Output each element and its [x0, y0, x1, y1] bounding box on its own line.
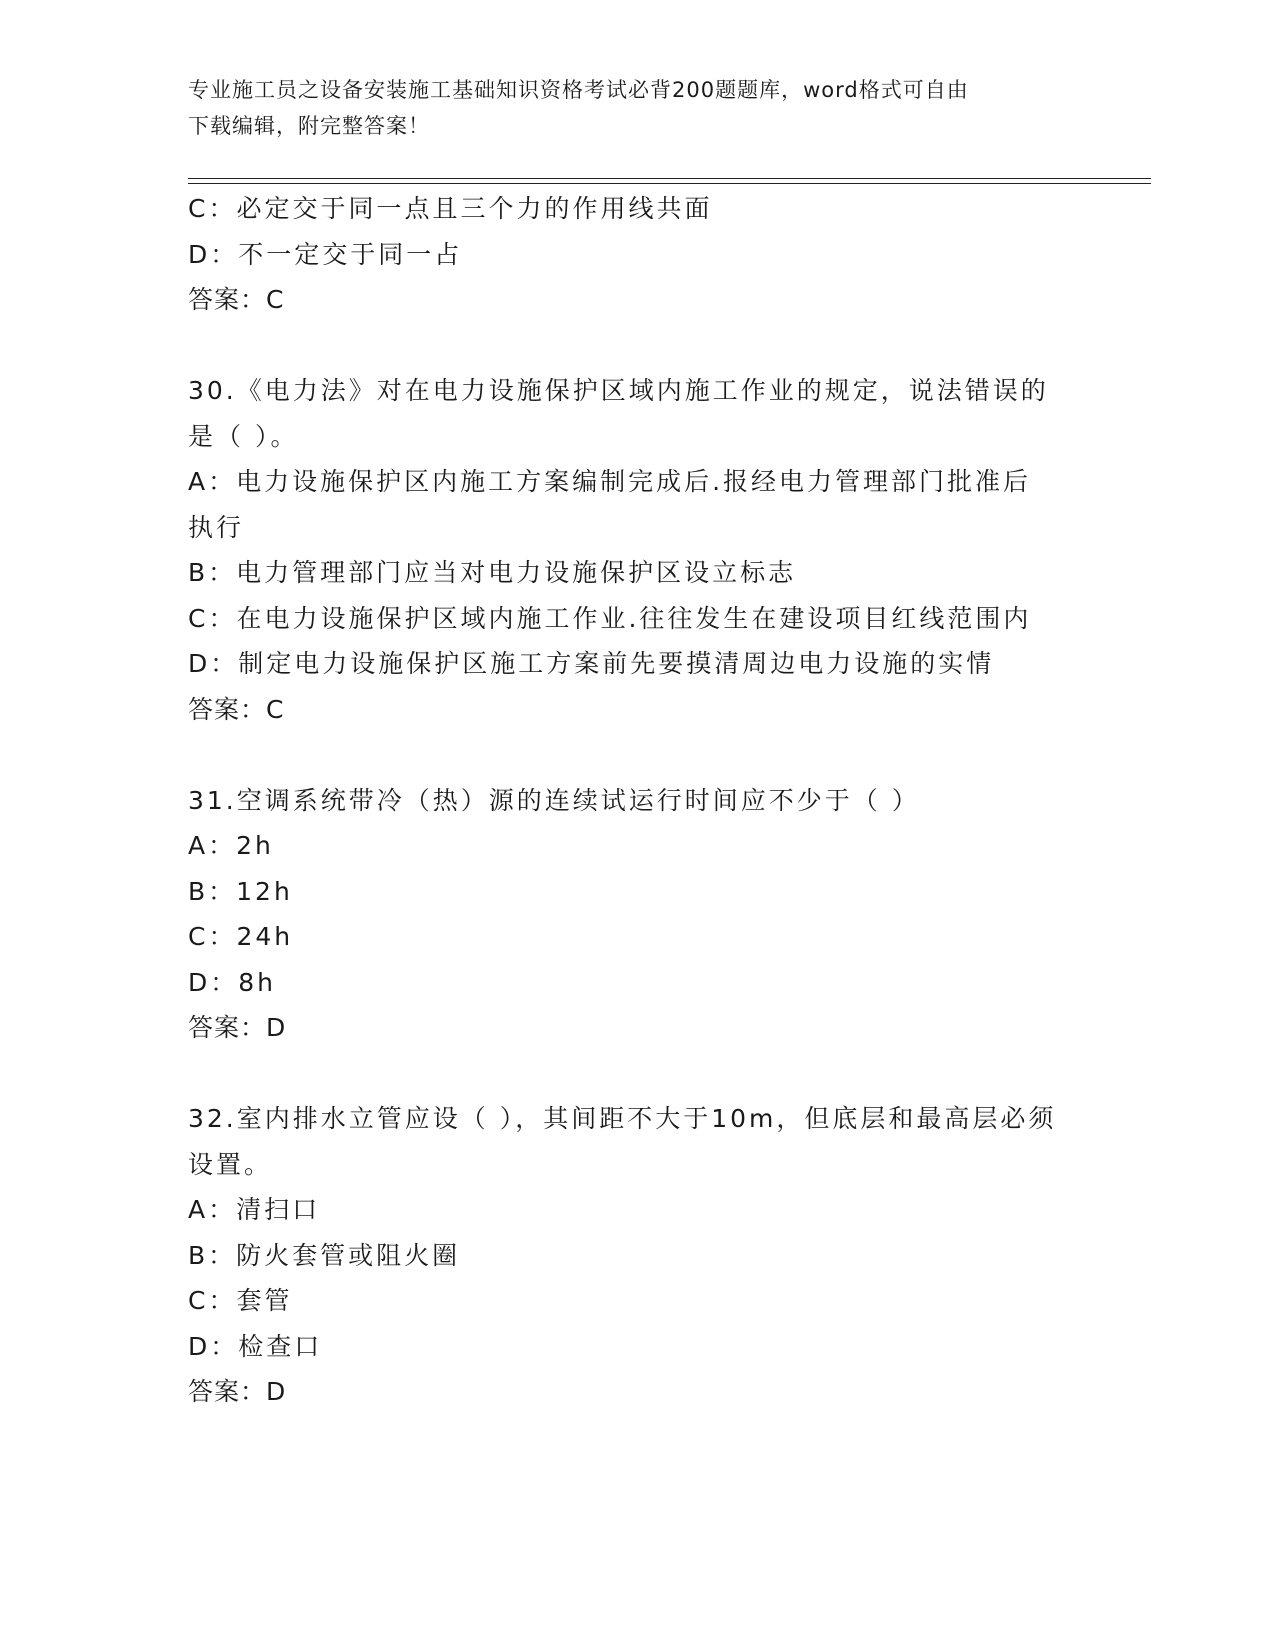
- header-divider-top: [188, 178, 1151, 179]
- option-c: C：在电力设施保护区域内施工作业.往往发生在建设项目红线范围内: [188, 603, 1032, 633]
- option-b: B：电力管理部门应当对电力设施保护区设立标志: [188, 558, 797, 587]
- document-header: [188, 72, 1088, 144]
- question-list: [188, 186, 1088, 1415]
- question-stem-cont: 是（ ）。: [188, 421, 299, 451]
- spacer: [188, 732, 1088, 778]
- option-a-cont: 执行: [188, 512, 245, 542]
- option-b: B：12h: [188, 876, 293, 906]
- answer: 答案：C: [188, 285, 285, 314]
- option-a: A：电力设施保护区内施工方案编制完成后.报经电力管理部门批准后: [188, 467, 1032, 496]
- option-c: C：24h: [188, 922, 294, 951]
- answer: 答案：D: [188, 1013, 287, 1042]
- option-d: D：不一定交于同一占: [188, 239, 463, 269]
- question-31: [188, 778, 1088, 1051]
- option-c: C：套管: [188, 1286, 293, 1315]
- header-line-2: 下载编辑，附完整答案！: [188, 114, 430, 138]
- option-a: A：2h: [188, 831, 274, 860]
- option-d: D：8h: [188, 967, 277, 997]
- spacer: [188, 323, 1088, 369]
- question-stem: 30.《电力法》对在电力设施保护区域内施工作业的规定，说法错误的: [188, 376, 1049, 405]
- option-d: D：制定电力设施保护区施工方案前先要摸清周边电力设施的实情: [188, 649, 995, 678]
- answer: 答案：D: [188, 1377, 287, 1406]
- header-divider-bottom: [188, 183, 1151, 184]
- previous-question-tail: [188, 186, 1088, 323]
- header-line-1: 专业施工员之设备安装施工基础知识资格考试必背200题题库，word格式可自由: [188, 78, 969, 102]
- answer: 答案：C: [188, 694, 285, 724]
- option-b: B：防火套管或阻火圈: [188, 1240, 461, 1270]
- question-stem-cont: 设置。: [188, 1149, 273, 1179]
- option-d: D：检查口: [188, 1331, 323, 1361]
- spacer: [188, 1051, 1088, 1097]
- question-stem: 32.室内排水立管应设（ ），其间距不大于10m，但底层和最高层必须: [188, 1104, 1057, 1133]
- option-c: C：必定交于同一点且三个力的作用线共面: [188, 194, 713, 223]
- option-a: A：清扫口: [188, 1195, 321, 1224]
- question-30: [188, 368, 1088, 732]
- question-32: [188, 1096, 1088, 1415]
- question-stem: 31.空调系统带冷（热）源的连续试运行时间应不少于（ ）: [188, 785, 920, 815]
